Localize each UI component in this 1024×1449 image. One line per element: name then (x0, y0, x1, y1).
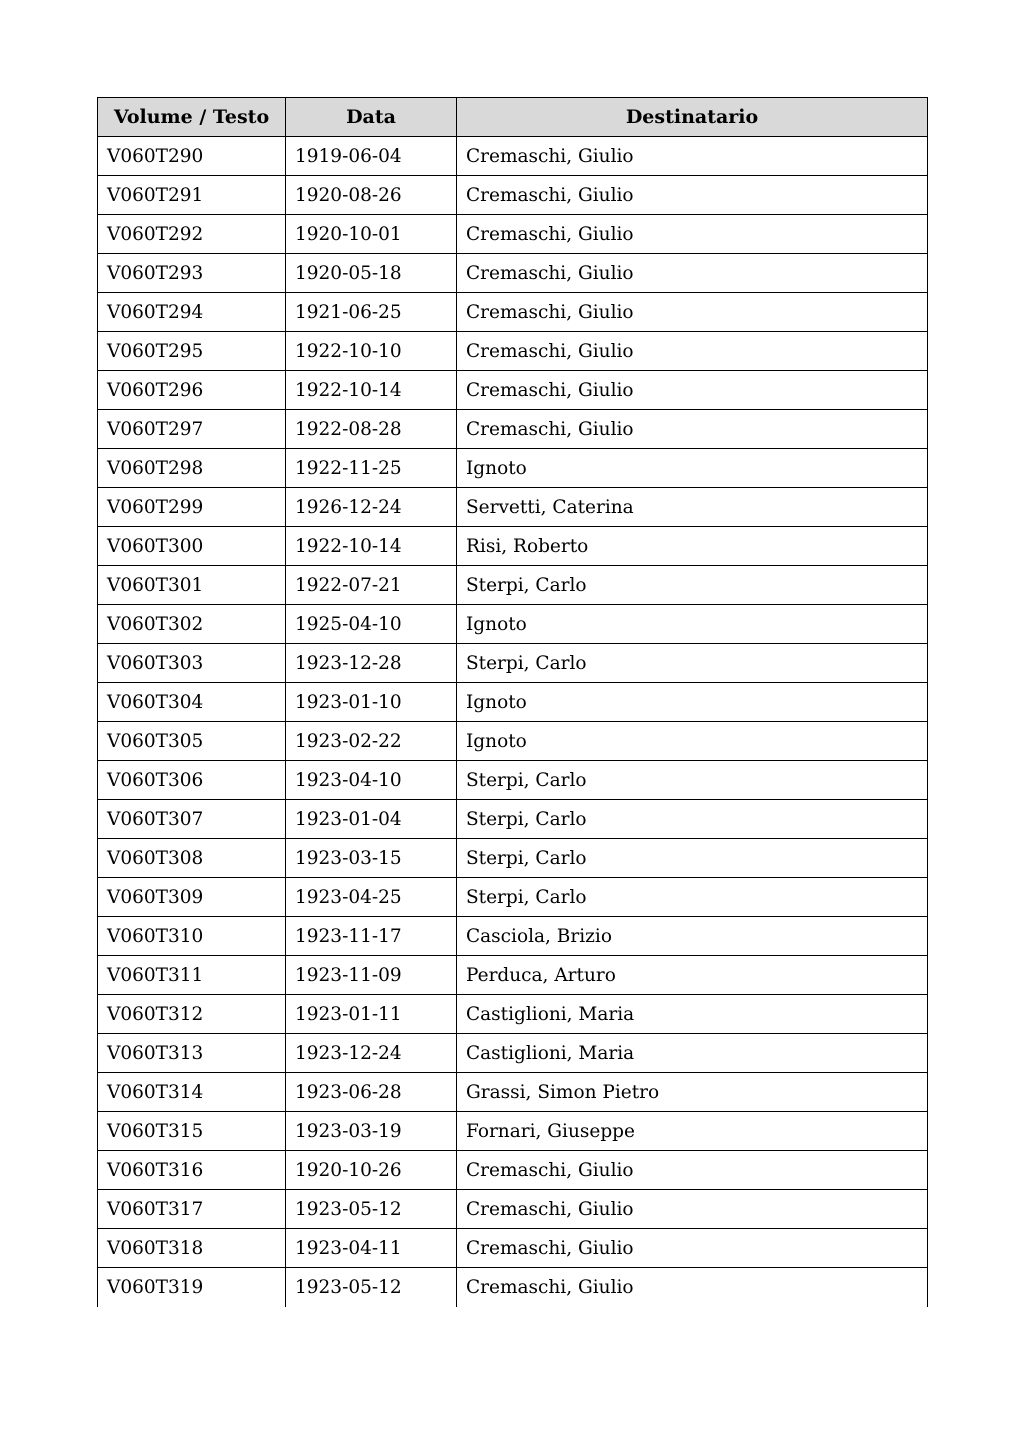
cell-destinatario: Cremaschi, Giulio (457, 1229, 928, 1268)
table-row (98, 410, 928, 449)
letters-table (97, 97, 928, 1307)
cell-destinatario: Risi, Roberto (457, 527, 928, 566)
cell-volume-testo: V060T295 (98, 332, 286, 371)
cell-volume-testo: V060T312 (98, 995, 286, 1034)
table-row (98, 371, 928, 410)
cell-volume-testo: V060T291 (98, 176, 286, 215)
cell-data: 1922-10-14 (286, 527, 457, 566)
cell-destinatario: Sterpi, Carlo (457, 878, 928, 917)
table-row (98, 527, 928, 566)
cell-destinatario: Cremaschi, Giulio (457, 371, 928, 410)
cell-data: 1925-04-10 (286, 605, 457, 644)
cell-destinatario: Cremaschi, Giulio (457, 137, 928, 176)
cell-volume-testo: V060T300 (98, 527, 286, 566)
cell-volume-testo: V060T290 (98, 137, 286, 176)
cell-destinatario: Sterpi, Carlo (457, 839, 928, 878)
cell-data: 1923-12-28 (286, 644, 457, 683)
cell-volume-testo: V060T316 (98, 1151, 286, 1190)
table-row (98, 956, 928, 995)
cell-destinatario: Cremaschi, Giulio (457, 254, 928, 293)
table-row (98, 293, 928, 332)
cell-volume-testo: V060T313 (98, 1034, 286, 1073)
cell-data: 1923-02-22 (286, 722, 457, 761)
cell-volume-testo: V060T310 (98, 917, 286, 956)
cell-data: 1923-04-25 (286, 878, 457, 917)
cell-volume-testo: V060T297 (98, 410, 286, 449)
cell-data: 1922-07-21 (286, 566, 457, 605)
cell-data: 1923-01-11 (286, 995, 457, 1034)
cell-data: 1922-10-10 (286, 332, 457, 371)
cell-data: 1923-06-28 (286, 1073, 457, 1112)
table-row (98, 1229, 928, 1268)
cell-destinatario: Cremaschi, Giulio (457, 410, 928, 449)
header-row (98, 98, 928, 137)
cell-data: 1923-03-15 (286, 839, 457, 878)
table-row (98, 995, 928, 1034)
table-row (98, 1268, 928, 1307)
cell-destinatario: Cremaschi, Giulio (457, 1151, 928, 1190)
table-row (98, 1073, 928, 1112)
cell-destinatario: Cremaschi, Giulio (457, 293, 928, 332)
cell-destinatario: Sterpi, Carlo (457, 644, 928, 683)
cell-data: 1920-10-01 (286, 215, 457, 254)
cell-destinatario: Servetti, Caterina (457, 488, 928, 527)
table-row (98, 683, 928, 722)
table-row (98, 254, 928, 293)
cell-data: 1920-10-26 (286, 1151, 457, 1190)
header-destinatario: Destinatario (457, 98, 928, 137)
table-row (98, 722, 928, 761)
table-row (98, 917, 928, 956)
cell-destinatario: Cremaschi, Giulio (457, 176, 928, 215)
table-row (98, 761, 928, 800)
cell-destinatario: Ignoto (457, 449, 928, 488)
cell-data: 1923-04-10 (286, 761, 457, 800)
table-row (98, 839, 928, 878)
table-row (98, 449, 928, 488)
cell-data: 1923-03-19 (286, 1112, 457, 1151)
table-row (98, 1112, 928, 1151)
table-row (98, 605, 928, 644)
cell-data: 1922-10-14 (286, 371, 457, 410)
cell-volume-testo: V060T294 (98, 293, 286, 332)
cell-volume-testo: V060T319 (98, 1268, 286, 1307)
table-row (98, 1190, 928, 1229)
cell-volume-testo: V060T301 (98, 566, 286, 605)
cell-data: 1923-04-11 (286, 1229, 457, 1268)
cell-volume-testo: V060T306 (98, 761, 286, 800)
cell-destinatario: Sterpi, Carlo (457, 761, 928, 800)
cell-data: 1923-01-04 (286, 800, 457, 839)
cell-volume-testo: V060T314 (98, 1073, 286, 1112)
cell-destinatario: Sterpi, Carlo (457, 800, 928, 839)
cell-data: 1923-11-09 (286, 956, 457, 995)
cell-data: 1926-12-24 (286, 488, 457, 527)
cell-data: 1923-11-17 (286, 917, 457, 956)
cell-volume-testo: V060T308 (98, 839, 286, 878)
cell-data: 1922-08-28 (286, 410, 457, 449)
cell-volume-testo: V060T296 (98, 371, 286, 410)
cell-volume-testo: V060T303 (98, 644, 286, 683)
table-row (98, 878, 928, 917)
cell-destinatario: Cremaschi, Giulio (457, 1190, 928, 1229)
cell-volume-testo: V060T298 (98, 449, 286, 488)
table-row (98, 644, 928, 683)
cell-volume-testo: V060T311 (98, 956, 286, 995)
cell-data: 1923-05-12 (286, 1190, 457, 1229)
cell-data: 1921-06-25 (286, 293, 457, 332)
table-row (98, 332, 928, 371)
cell-destinatario: Casciola, Brizio (457, 917, 928, 956)
cell-destinatario: Castiglioni, Maria (457, 1034, 928, 1073)
table-row (98, 488, 928, 527)
cell-destinatario: Perduca, Arturo (457, 956, 928, 995)
cell-destinatario: Ignoto (457, 722, 928, 761)
cell-data: 1923-12-24 (286, 1034, 457, 1073)
cell-volume-testo: V060T307 (98, 800, 286, 839)
header-data: Data (286, 98, 457, 137)
cell-destinatario: Ignoto (457, 683, 928, 722)
cell-destinatario: Ignoto (457, 605, 928, 644)
cell-destinatario: Sterpi, Carlo (457, 566, 928, 605)
cell-volume-testo: V060T315 (98, 1112, 286, 1151)
table-row (98, 215, 928, 254)
table-header (98, 98, 928, 137)
table-row (98, 1151, 928, 1190)
cell-destinatario: Cremaschi, Giulio (457, 1268, 928, 1307)
cell-destinatario: Castiglioni, Maria (457, 995, 928, 1034)
cell-volume-testo: V060T309 (98, 878, 286, 917)
cell-volume-testo: V060T305 (98, 722, 286, 761)
cell-destinatario: Grassi, Simon Pietro (457, 1073, 928, 1112)
cell-volume-testo: V060T299 (98, 488, 286, 527)
cell-volume-testo: V060T302 (98, 605, 286, 644)
cell-destinatario: Cremaschi, Giulio (457, 215, 928, 254)
table-row (98, 1034, 928, 1073)
cell-volume-testo: V060T304 (98, 683, 286, 722)
cell-volume-testo: V060T292 (98, 215, 286, 254)
cell-volume-testo: V060T317 (98, 1190, 286, 1229)
cell-data: 1923-05-12 (286, 1268, 457, 1307)
cell-data: 1922-11-25 (286, 449, 457, 488)
cell-data: 1919-06-04 (286, 137, 457, 176)
cell-destinatario: Fornari, Giuseppe (457, 1112, 928, 1151)
table-row (98, 137, 928, 176)
cell-data: 1920-05-18 (286, 254, 457, 293)
table-row (98, 176, 928, 215)
table-row (98, 800, 928, 839)
cell-volume-testo: V060T318 (98, 1229, 286, 1268)
cell-destinatario: Cremaschi, Giulio (457, 332, 928, 371)
cell-volume-testo: V060T293 (98, 254, 286, 293)
table-body (98, 137, 928, 1307)
header-volume-testo: Volume / Testo (98, 98, 286, 137)
cell-data: 1923-01-10 (286, 683, 457, 722)
table-row (98, 566, 928, 605)
cell-data: 1920-08-26 (286, 176, 457, 215)
